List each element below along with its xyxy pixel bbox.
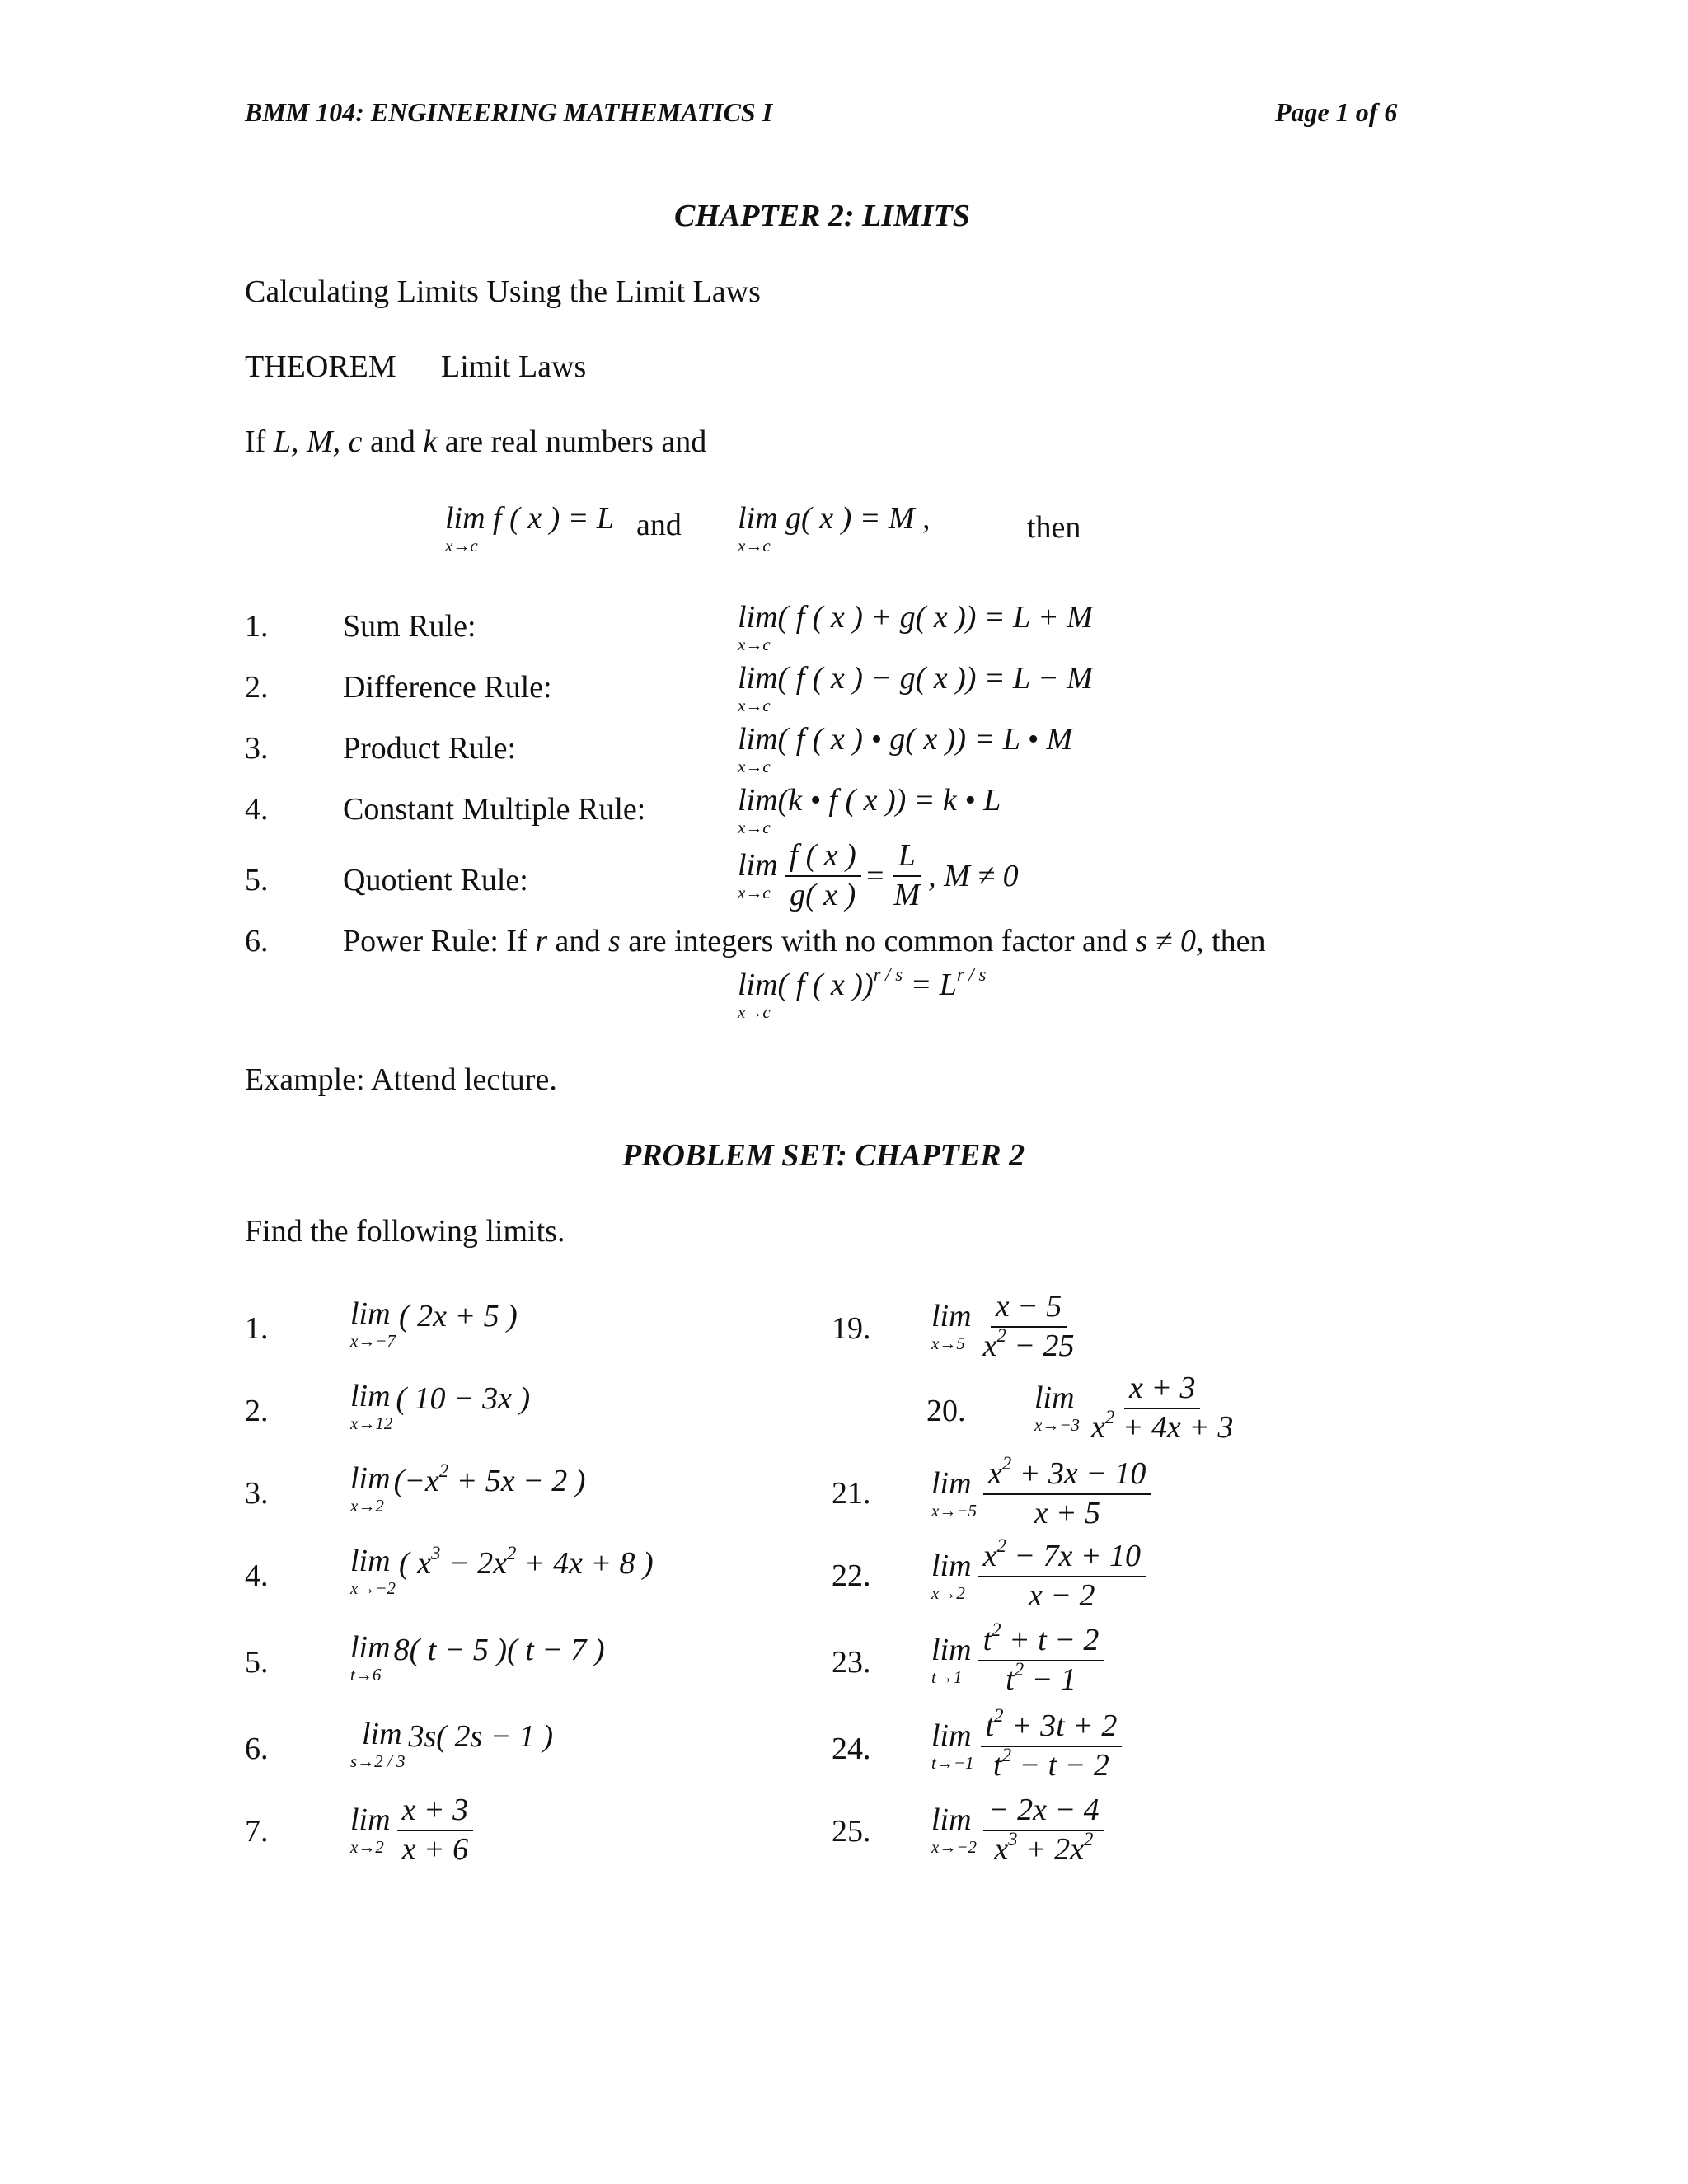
rule-6-name: Power Rule: If: [343, 924, 536, 958]
problem-20: [1034, 1371, 1241, 1446]
rule-5-formula: [738, 839, 1019, 913]
problem-4-expr-a: ( x: [399, 1546, 432, 1581]
problem-23-numerator: [978, 1619, 1104, 1661]
problem-3-num: 3.: [245, 1476, 269, 1511]
intro-and: and: [362, 424, 424, 459]
problem-22-sub: x→2: [931, 1583, 965, 1604]
rule-3-sub: x→c: [738, 757, 771, 776]
intro-rest: are real numbers and: [437, 424, 707, 459]
rule-3-expr: lim( f ( x ) • g( x )) = L • M: [738, 722, 1073, 757]
problem-22-numer-a: x: [982, 1539, 997, 1573]
problem-25: [931, 1793, 1108, 1868]
problem-20-num: 20.: [926, 1394, 966, 1428]
premise-lim-f-expr: lim f ( x ) = L: [445, 501, 615, 536]
problem-22-denominator: x − 2: [1029, 1577, 1095, 1613]
problem-19-num: 19.: [832, 1311, 871, 1346]
rule-4-sub: x→c: [738, 818, 771, 837]
problem-3-expr-b: + 5x − 2 ): [448, 1464, 586, 1498]
problem-23-numer-a: t: [982, 1623, 992, 1657]
problem-7-sub: x→2: [350, 1837, 384, 1858]
problem-22-fraction: [978, 1535, 1146, 1614]
problem-23-fraction: [978, 1619, 1104, 1698]
problem-2: [350, 1380, 530, 1432]
problem-4: [350, 1542, 654, 1598]
problem-5-expr: 8( t − 5 )( t − 7 ): [393, 1633, 605, 1667]
problem-24-denominator: [988, 1744, 1114, 1783]
problem-21-num: 21.: [832, 1476, 871, 1511]
rule-5-lhs-fraction: [785, 839, 861, 913]
problem-5-num: 5.: [245, 1645, 269, 1680]
problem-25-exp: 3: [1008, 1828, 1018, 1849]
page-number: Page 1 of 6: [1275, 97, 1398, 127]
problem-6-lim: lim: [362, 1717, 402, 1751]
rule-5-rhs-fraction: [889, 839, 925, 913]
rule-6-sub: x→c: [738, 1002, 771, 1022]
rule-6-r: r: [535, 924, 548, 958]
premise-lim-g-expr: lim g( x ) = M ,: [738, 501, 931, 536]
problem-22: [931, 1535, 1149, 1614]
rule-1-formula: [738, 599, 1096, 654]
rule-4-name: Constant Multiple Rule:: [343, 792, 646, 827]
problem-3-expr-a: (−x: [393, 1464, 439, 1498]
problem-22-exp: 2: [996, 1535, 1006, 1556]
rule-6-mid: and: [547, 924, 608, 958]
problem-21: [931, 1452, 1154, 1531]
rule-3-num: 3.: [245, 731, 269, 766]
problem-21-sub: x→−5: [931, 1501, 977, 1521]
rule-6-lhs: lim( f ( x )): [738, 968, 874, 1002]
problem-7: [350, 1793, 476, 1868]
problem-22-numerator: [978, 1535, 1146, 1577]
problem-1-expr: ( 2x + 5 ): [399, 1299, 518, 1333]
intro-k: k: [423, 424, 438, 459]
problem-20-denom-b: + 4x + 3: [1114, 1409, 1234, 1445]
problem-7-numerator: x + 3: [397, 1793, 474, 1831]
problem-1: [350, 1298, 518, 1350]
rule-5-rhs-numerator: L: [893, 839, 921, 877]
problem-23-denom-b: − 1: [1024, 1661, 1076, 1697]
rule-6-condition: s ≠ 0: [1135, 924, 1197, 958]
problem-24-exp2: 2: [1001, 1744, 1011, 1765]
problem-5: [350, 1632, 605, 1684]
intro-if: If: [245, 424, 274, 459]
problem-24-lim: lim: [931, 1718, 972, 1754]
premise-lim-f-sub: x→c: [445, 536, 478, 555]
problem-19-denominator: [978, 1324, 1080, 1364]
rule-5-lim: lim: [738, 848, 778, 883]
course-header: BMM 104: ENGINEERING MATHEMATICS I: [245, 97, 773, 127]
problem-2-sub: x→12: [350, 1413, 393, 1433]
problem-21-fraction: [983, 1452, 1151, 1531]
rule-5-num: 5.: [245, 863, 269, 898]
problem-25-numerator: − 2x − 4: [983, 1793, 1104, 1831]
problem-4-exp2: 2: [506, 1542, 517, 1563]
rule-6-formula: [738, 963, 989, 1022]
rule-2-name: Difference Rule:: [343, 670, 552, 705]
problem-20-fraction: [1086, 1371, 1238, 1446]
problem-24-num: 24.: [832, 1732, 871, 1766]
rule-1-expr: lim( f ( x ) + g( x )) = L + M: [738, 600, 1093, 635]
problem-5-lim: lim: [350, 1630, 391, 1665]
problem-19-denom-b: − 25: [1006, 1328, 1075, 1363]
rule-6-text: [343, 923, 1265, 959]
problem-25-exp2: 2: [1084, 1828, 1094, 1849]
problem-4-expr-c: + 4x + 8 ): [516, 1546, 654, 1581]
rule-5-numerator: f ( x ): [785, 839, 861, 877]
example-text: Example: Attend lecture.: [245, 1062, 557, 1097]
problem-24-numer-a: t: [985, 1708, 995, 1743]
problem-7-num: 7.: [245, 1814, 269, 1849]
rule-2-num: 2.: [245, 670, 269, 705]
problem-19-sub: x→5: [931, 1333, 965, 1354]
problem-23-denominator: [1001, 1658, 1081, 1698]
rule-1-num: 1.: [245, 609, 269, 644]
rule-6-s: s: [607, 924, 621, 958]
rule-5-condition: , M ≠ 0: [928, 858, 1019, 893]
problem-19: [931, 1290, 1083, 1364]
rule-5-sub: x→c: [738, 883, 771, 903]
problem-4-expr-b: − 2x: [440, 1546, 507, 1581]
rule-1-name: Sum Rule:: [343, 609, 476, 644]
problem-24-numer-b: + 3t + 2: [1003, 1708, 1118, 1743]
problem-25-denominator: [989, 1828, 1098, 1868]
problem-21-lim: lim: [931, 1466, 972, 1502]
problem-23-exp2: 2: [1014, 1658, 1025, 1680]
problem-7-lim: lim: [350, 1802, 391, 1838]
problem-5-sub: t→6: [350, 1665, 382, 1685]
problem-2-lim: lim: [350, 1379, 391, 1413]
problem-24: [931, 1704, 1125, 1783]
problem-23-num: 23.: [832, 1645, 871, 1680]
problem-4-sub: x→−2: [350, 1578, 396, 1598]
problem-set-title: PROBLEM SET: CHAPTER 2: [622, 1138, 1025, 1173]
problem-3-exp: 2: [438, 1460, 449, 1481]
premise-and: and: [636, 508, 682, 542]
problem-20-exp: 2: [1104, 1406, 1115, 1427]
problem-23-exp: 2: [992, 1619, 1001, 1640]
rule-4-formula: [738, 782, 1004, 837]
rule-5-name: Quotient Rule:: [343, 863, 528, 898]
problem-19-fraction: [978, 1290, 1080, 1364]
problem-4-num: 4.: [245, 1558, 269, 1593]
problem-2-expr: ( 10 − 3x ): [396, 1381, 531, 1416]
problem-20-denominator: [1086, 1406, 1238, 1446]
rule-6-num: 6.: [245, 924, 269, 958]
problem-24-fraction: [981, 1704, 1123, 1783]
problem-19-lim: lim: [931, 1299, 972, 1334]
problem-24-exp: 2: [994, 1704, 1004, 1726]
problem-25-denom-b: + 2x: [1017, 1831, 1085, 1867]
problem-7-fraction: [397, 1793, 474, 1868]
theorem-name: Limit Laws: [441, 349, 587, 384]
rule-2-formula: [738, 660, 1096, 715]
problem-4-exp: 3: [431, 1542, 441, 1563]
problem-1-num: 1.: [245, 1311, 269, 1346]
problem-25-num: 25.: [832, 1814, 871, 1849]
rule-6-then: , then: [1196, 924, 1266, 958]
problem-21-denominator: x + 5: [1034, 1495, 1100, 1530]
problem-20-sub: x→−3: [1034, 1415, 1080, 1436]
problem-6: [350, 1718, 553, 1770]
problem-2-num: 2.: [245, 1394, 269, 1428]
premise-lim-g-sub: x→c: [738, 536, 771, 555]
problem-21-numer-b: + 3x − 10: [1011, 1456, 1146, 1491]
rule-5-rhs-denominator: M: [893, 877, 921, 912]
intro-vars: L, M, c: [273, 424, 363, 459]
rule-3-formula: [738, 721, 1076, 776]
problem-6-expr: 3s( 2s − 1 ): [408, 1719, 554, 1754]
problem-6-sub: s→2 / 3: [350, 1751, 406, 1771]
premise-then: then: [1027, 510, 1081, 545]
problem-19-denom-a: x: [982, 1328, 997, 1363]
premise-lim-g: [738, 500, 934, 555]
section-title: Calculating Limits Using the Limit Laws: [245, 274, 761, 309]
rule-6-exponent: r / s: [873, 963, 903, 985]
problem-24-denom-a: t: [993, 1747, 1002, 1783]
premise-lim-f: [445, 500, 617, 555]
problem-3: [350, 1460, 586, 1516]
rule-6-expr: [738, 963, 987, 1002]
problem-25-lim: lim: [931, 1802, 972, 1838]
problem-19-exp: 2: [996, 1324, 1006, 1346]
problem-25-fraction: [983, 1793, 1104, 1868]
problem-20-denom-a: x: [1091, 1409, 1105, 1445]
problem-4-expr: [399, 1542, 654, 1582]
rule-1-sub: x→c: [738, 635, 771, 654]
rule-6-rhs: = L: [910, 968, 957, 1002]
problem-24-numerator: [981, 1704, 1123, 1747]
problem-3-lim: lim: [350, 1461, 391, 1496]
problem-23-sub: t→1: [931, 1667, 963, 1688]
problem-24-denom-b: − t − 2: [1010, 1747, 1109, 1783]
problem-22-lim: lim: [931, 1549, 972, 1584]
problem-20-lim: lim: [1034, 1380, 1075, 1416]
theorem-label: THEOREM: [245, 349, 396, 384]
problem-22-num: 22.: [832, 1558, 871, 1593]
chapter-title: CHAPTER 2: LIMITS: [674, 199, 970, 233]
problem-21-exp: 2: [1001, 1452, 1012, 1474]
problem-1-sub: x→−7: [350, 1331, 396, 1351]
problem-25-denom-a: x: [994, 1831, 1009, 1867]
rule-5-denominator: g( x ): [790, 877, 856, 912]
problem-3-expr: [393, 1460, 586, 1499]
problem-23-denom-a: t: [1006, 1661, 1015, 1697]
problem-21-numer-a: x: [988, 1456, 1002, 1491]
problem-23: [931, 1619, 1107, 1698]
problem-19-numerator: x − 5: [991, 1290, 1067, 1328]
problem-25-sub: x→−2: [931, 1837, 977, 1858]
problem-7-denominator: x + 6: [401, 1831, 469, 1867]
rule-4-num: 4.: [245, 792, 269, 827]
problem-4-lim: lim: [350, 1544, 391, 1578]
problem-22-numer-b: − 7x + 10: [1006, 1539, 1141, 1573]
rule-4-expr: lim(k • f ( x )) = k • L: [738, 783, 1001, 818]
problem-24-sub: t→−1: [931, 1753, 974, 1774]
problem-6-num: 6.: [245, 1732, 269, 1766]
problem-20-numerator: x + 3: [1124, 1371, 1201, 1409]
rule-5-equals: =: [864, 858, 886, 893]
rule-6-rhs-exponent: r / s: [956, 963, 987, 985]
rule-2-sub: x→c: [738, 696, 771, 715]
intro-line: [245, 424, 706, 460]
instruction-text: Find the following limits.: [245, 1214, 565, 1249]
problem-23-lim: lim: [931, 1633, 972, 1668]
problem-21-numerator: [983, 1452, 1151, 1495]
rule-3-name: Product Rule:: [343, 731, 517, 766]
problem-3-sub: x→2: [350, 1496, 384, 1516]
rule-2-expr: lim( f ( x ) − g( x )) = L − M: [738, 661, 1093, 696]
rule-6-tail: are integers with no common factor and: [620, 924, 1136, 958]
problem-23-numer-b: + t − 2: [1001, 1623, 1100, 1657]
problem-1-lim: lim: [350, 1296, 391, 1331]
